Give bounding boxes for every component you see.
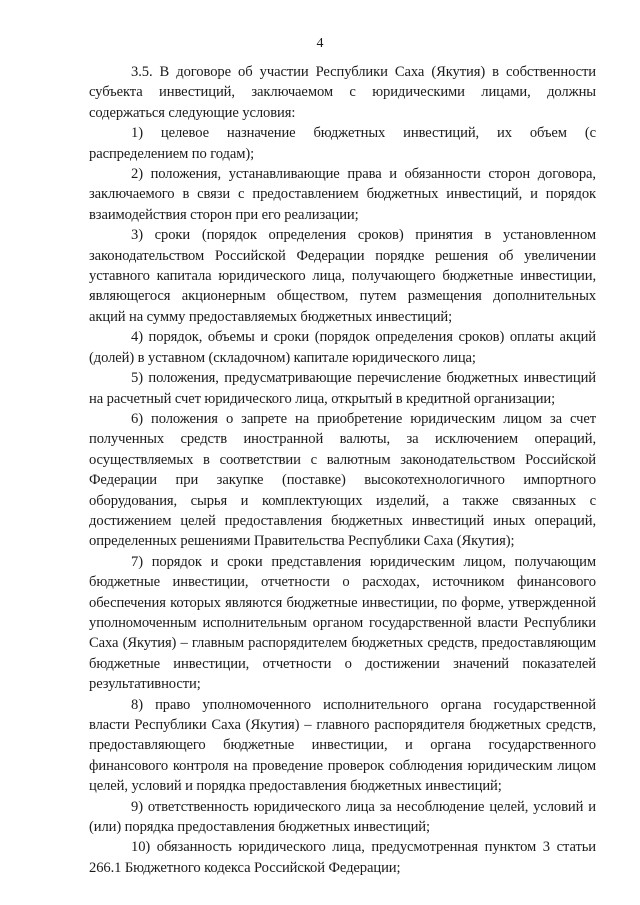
- condition-item-3: 3) сроки (порядок определения сроков) принятия в установленном законодательством Российской Федерации порядке решения об увеличении уставного капитала юридического лица, получающего бюджетные инвестиции, являющегося акционерным обществом, путем размещения дополнительных акций на сумму предоставляемых бюджетных инвестиций;: [89, 227, 596, 325]
- condition-item-9: 9) ответственность юридического лица за несоблюдение целей, условий и (или) порядка предоставления бюджетных инвестиций;: [89, 798, 596, 836]
- document-body: [89, 62, 596, 878]
- condition-item-4: 4) порядок, объемы и сроки (порядок определения сроков) оплаты акций (долей) в уставном (складочном) капитале юридического лица;: [89, 329, 596, 366]
- clause-3-5-intro: 3.5. В договоре об участии Республики Саха (Якутия) в собственности субъекта инвестиций, заключаемом с юридическими лицами, должны содержаться следующие условия:: [89, 64, 596, 121]
- condition-item-5: 5) положения, предусматривающие перечисление бюджетных инвестиций на расчетный счет юридического лица, открытый в кредитной организации;: [89, 370, 596, 407]
- condition-item-8: 8) право уполномоченного исполнительного органа государственной власти Республики Саха (Якутия) – главного распорядителя бюджетных средств, предоставляющего бюджетные инвестиции, и органа государственного финансового контроля на проведение проверок соблюдения юридическим лицом целей, условий и порядка предоставления бюджетных инвестиций;: [89, 696, 596, 795]
- condition-item-1: 1) целевое назначение бюджетных инвестиций, их объем (с распределением по годам);: [89, 125, 596, 162]
- condition-item-6: 6) положения о запрете на приобретение юридическим лицом за счет полученных средств иностранной валюты, за исключением операций, осуществляемых в соответствии с валютным законодательством Российской Федерации при закупке (поставке) высокотехнологичного импортного оборудования, сырья и комплектующих изделий, а также связанных с достижением целей предоставления бюджетных инвестиций иных операций, определенных решениями Правительства Республики Саха (Якутия);: [89, 410, 596, 550]
- page-number: 4: [316, 36, 324, 51]
- condition-item-7: 7) порядок и сроки представления юридическим лицом, получающим бюджетные инвестиции, отчетности о расходах, источником финансового обеспечения которых являются бюджетные инвестиции, по форме, утвержденной уполномоченным исполнительным органом государственной власти Республики Саха (Якутия) – главным распорядителем бюджетных средств, предоставляющим бюджетные инвестиции, отчетности о достижении значений показателей результативности;: [89, 553, 596, 693]
- condition-item-2: 2) положения, устанавливающие права и обязанности сторон договора, заключаемого в связи с предоставлением бюджетных инвестиций, и порядок взаимодействия сторон при его реализации;: [89, 166, 596, 223]
- condition-item-10: 10) обязанность юридического лица, предусмотренная пунктом 3 статьи 266.1 Бюджетного кодекса Российской Федерации;: [89, 839, 596, 876]
